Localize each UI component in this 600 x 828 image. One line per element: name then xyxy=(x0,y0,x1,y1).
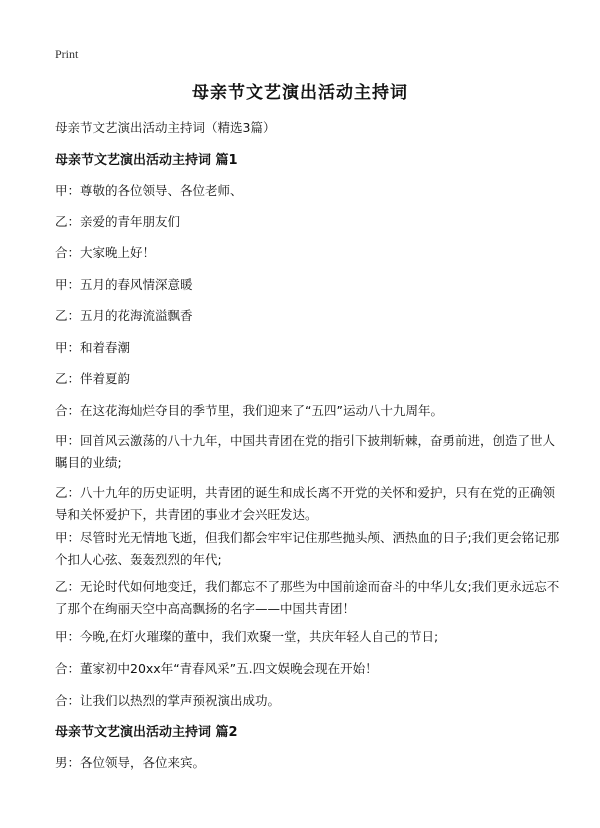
section-heading-2: 母亲节文艺演出活动主持词 篇2 xyxy=(55,725,238,740)
script-line: 甲：尽管时光无情地飞逝，但我们都会牢牢记住那些抛头颅、洒热血的日子;我们更会铭记那个扣人心弦、轰轰烈烈的年代; xyxy=(55,530,560,567)
script-line: 男：各位领导，各位来宾。 xyxy=(55,755,206,770)
print-link[interactable]: Print xyxy=(55,47,79,61)
script-line: 乙：八十九年的历史证明，共青团的诞生和成长离不开党的关怀和爱护，只有在党的正确领导和关怀爱护下，共青团的事业才会兴旺发达。 xyxy=(55,485,556,522)
script-line: 乙：伴着夏韵 xyxy=(55,371,131,386)
script-line: 甲：尊敬的各位领导、各位老师、 xyxy=(55,183,243,198)
script-line: 乙：亲爱的青年朋友们 xyxy=(55,214,181,229)
script-line: 合：董家初中20xx年“青春风采”五.四文娱晚会现在开始！ xyxy=(55,661,378,676)
page-title: 母亲节文艺演出活动主持词 xyxy=(192,83,408,103)
section-heading-1: 母亲节文艺演出活动主持词 篇1 xyxy=(55,153,238,168)
script-line: 乙：无论时代如何地变迁，我们都忘不了那些为中国前途而奋斗的中华儿女;我们更永远忘不了那个在绚丽天空中高高飘扬的名字——中国共青团！ xyxy=(55,579,560,616)
script-line: 甲：回首风云激荡的八十九年，中国共青团在党的指引下披荆斩棘，奋勇前进，创造了世人瞩目的业绩; xyxy=(55,433,556,470)
script-line: 合：大家晚上好！ xyxy=(55,245,156,260)
subtitle: 母亲节文艺演出活动主持词（精选3篇） xyxy=(55,120,276,135)
script-line: 甲：和着春潮 xyxy=(55,340,131,355)
script-line: 甲：今晚,在灯火璀璨的董中，我们欢聚一堂，共庆年轻人自己的节日; xyxy=(55,629,439,644)
script-line: 甲：五月的春风情深意暖 xyxy=(55,277,193,292)
script-line: 合：让我们以热烈的掌声预祝演出成功。 xyxy=(55,693,281,708)
script-line: 乙：五月的花海流溢飘香 xyxy=(55,308,193,323)
script-line: 合：在这花海灿烂夺目的季节里，我们迎来了“五四”运动八十九周年。 xyxy=(55,403,443,418)
